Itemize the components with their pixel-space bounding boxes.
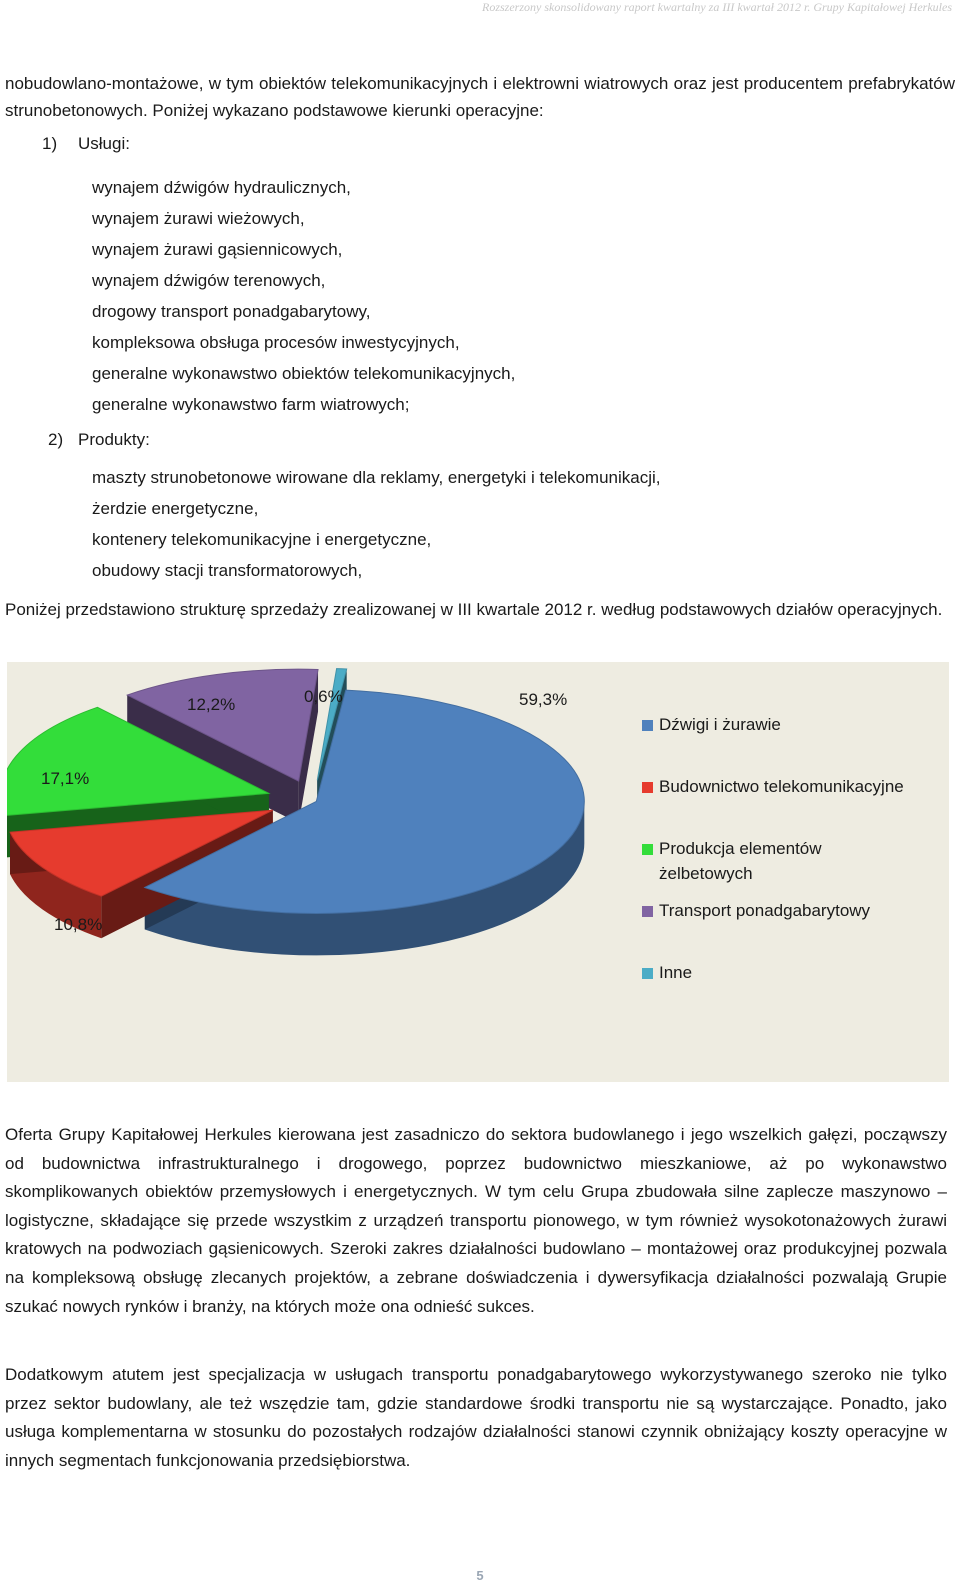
body-paragraph-2: Dodatkowym atutem jest specjalizacja w usługach transportu ponadgabarytowego wykorzystywanego szeroko nie tylko przez sektor budowlany, ale też wszędzie tam, gdzie standardowe środki transportu nie są wystarczające. Ponadto, jako usługa komplementarna w stosunku do pozostałych rodzajów działalności stanowi czynnik obniżający koszty operacyjne w innych segmentach funkcjonowania przedsiębiorstwa.	[5, 1365, 947, 1470]
legend-swatch	[642, 906, 653, 917]
legend-label: Inne	[659, 963, 693, 982]
report-header: Rozszerzony skonsolidowany raport kwartalny za III kwartał 2012 r. Grupy Kapitałowej Herkules	[482, 0, 952, 14]
data-label: 12,2%	[187, 695, 236, 714]
legend-entry	[642, 712, 932, 737]
list-item: kontenery telekomunikacyjne i energetyczne,	[92, 530, 432, 549]
list-item: generalne wykonawstwo farm wiatrowych;	[92, 395, 410, 414]
list-item: wynajem dźwigów terenowych,	[92, 271, 326, 290]
services-number: 1)	[42, 134, 58, 153]
legend-entry	[642, 960, 932, 985]
legend-entry	[642, 836, 932, 886]
list-item: wynajem dźwigów hydraulicznych,	[92, 178, 351, 197]
data-label: 17,1%	[41, 769, 90, 788]
data-label: 0,6%	[304, 687, 343, 706]
services-heading	[42, 134, 130, 154]
list-item: kompleksowa obsługa procesów inwestycyjnych,	[92, 333, 460, 352]
products-list	[92, 462, 661, 586]
data-label: 10,8%	[54, 915, 103, 934]
list-item: wynajem żurawi wieżowych,	[92, 209, 305, 228]
services-list	[92, 172, 515, 420]
legend-entry	[642, 898, 932, 923]
legend-swatch	[642, 968, 653, 979]
legend-label: Produkcja elementów żelbetowych	[659, 839, 822, 883]
products-label: Produkty:	[78, 430, 150, 449]
legend-swatch	[642, 720, 653, 731]
legend-label: Transport ponadgabarytowy	[659, 901, 871, 920]
sales-structure-chart	[7, 662, 949, 1082]
list-item: żerdzie energetyczne,	[92, 499, 259, 518]
legend-entry	[642, 774, 932, 799]
list-item: generalne wykonawstwo obiektów telekomunikacyjnych,	[92, 364, 516, 383]
products-number: 2)	[48, 430, 64, 449]
data-label: 59,3%	[519, 690, 568, 709]
body-paragraph-1: Oferta Grupy Kapitałowej Herkules kierowana jest zasadniczo do sektora budowlanego i jego wszelkich gałęzi, począwszy od budownictwa infrastrukturalnego i drogowego, poprzez budownictwo mieszkaniowe, aż po wykonawstwo skomplikowanych obiektów przemysłowych i energetycznych. W tym celu Grupa zbudowała silne zaplecze maszynowo – logistyczne, składające się przede wszystkim z urządzeń transportu pionowego, w tym również wysokotonażowych żurawi kratowych na podwoziach gąsienicowych. Szeroki zakres działalności budowlano – montażowej oraz produkcyjnej pozwala na kompleksową obsługę zlecanych projektów, a zebrane doświadczenia i dywersyfikacja działalności pozwalają Grupie szukać nowych rynków i branży, na których może ona odnieść sukces.	[5, 1125, 947, 1316]
list-item: drogowy transport ponadgabarytowy,	[92, 302, 371, 321]
services-label: Usługi:	[78, 134, 130, 153]
legend-swatch	[642, 782, 653, 793]
legend-swatch	[642, 844, 653, 855]
list-item: maszty strunobetonowe wirowane dla reklamy, energetyki i telekomunikacji,	[92, 468, 661, 487]
pie-slices	[7, 669, 584, 956]
list-item: wynajem żurawi gąsiennicowych,	[92, 240, 343, 259]
legend-label: Budownictwo telekomunikacyjne	[659, 777, 904, 796]
list-item: obudowy stacji transformatorowych,	[92, 561, 363, 580]
chart-intro-paragraph: Poniżej przedstawiono strukturę sprzedaży zrealizowanej w III kwartale 2012 r. według podstawowych działów operacyjnych.	[5, 600, 943, 619]
products-heading	[48, 430, 150, 450]
intro-paragraph: nobudowlano-montażowe, w tym obiektów telekomunikacyjnych i elektrowni wiatrowych oraz jest producentem prefabrykatów strunobetonowych. Poniżej wykazano podstawowe kierunki operacyjne:	[5, 74, 955, 120]
legend-label: Dźwigi i żurawie	[659, 715, 781, 734]
page-number: 5	[476, 1568, 484, 1583]
